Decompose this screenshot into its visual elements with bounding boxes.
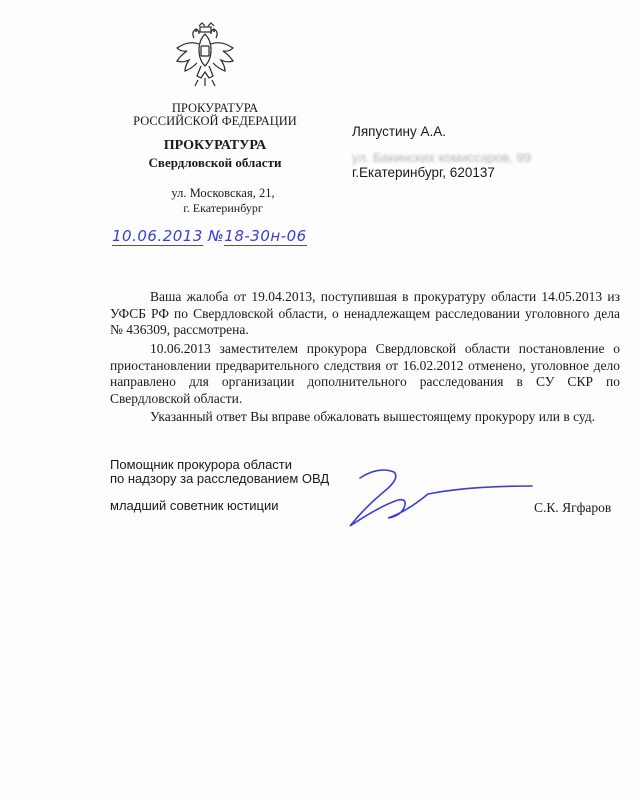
signer-position-line-1: Помощник прокурора области (110, 457, 293, 472)
org-line-1: ПРОКУРАТУРА (171, 101, 259, 115)
reference-number-sign: № (208, 227, 225, 245)
reference-number-value: 18-30н-06 (224, 227, 307, 245)
recipient-street-redacted: ул. Бакинских комиссаров, 99 (352, 150, 532, 165)
signer-rank: младший советник юстиции (110, 498, 279, 513)
org-line-2: РОССИЙСКОЙ ФЕДЕРАЦИИ (133, 114, 297, 128)
reference-date: 10.06.2013 (112, 227, 203, 245)
body-paragraph-1: Ваша жалоба от 19.04.2013, поступившая в прокуратуру области 14.05.2013 из УФСБ РФ по Свердловской области, о ненадлежащем расследовании уголовного дела № 436309, рассмотрена. (110, 289, 620, 337)
handwritten-signature (330, 460, 540, 530)
recipient-name: Ляпустину А.А. (352, 124, 447, 139)
office-address-city: г. Екатеринбург (183, 201, 263, 215)
signer-name: С.К. Ягфаров (534, 500, 612, 515)
regional-office-title: ПРОКУРАТУРА (163, 138, 267, 153)
reference-number (112, 227, 307, 245)
recipient-city: г.Екатеринбург, 620137 (352, 165, 495, 180)
office-address-street: ул. Московская, 21, (171, 186, 275, 200)
double-headed-eagle-icon (172, 22, 238, 94)
body-paragraph-3: Указанный ответ Вы вправе обжаловать вышестоящему прокурору или в суд. (150, 409, 596, 424)
signer-position-line-2: по надзору за расследованием ОВД (110, 471, 330, 486)
regional-office-subtitle: Свердловской области (148, 155, 282, 170)
body-paragraph-2: 10.06.2013 заместителем прокурора Свердловской области постановление о приостановлении предварительного следствия от 16.02.2012 отменено, уголовное дело направлено для организации дополнительного расследования в СУ СКР по Свердловской области. (110, 341, 620, 406)
